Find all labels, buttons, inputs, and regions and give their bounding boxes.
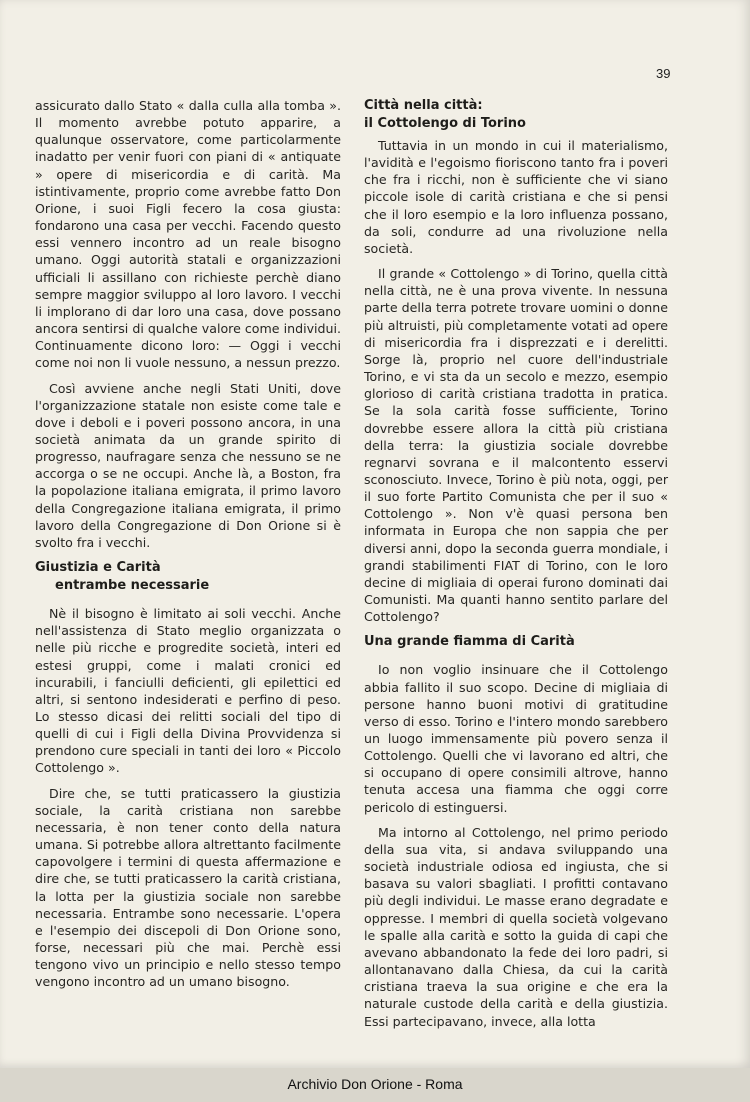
left-paragraph-3: Nè il bisogno è limitato ai soli vecchi. Anche nell'assistenza di Stato meglio organizzata o nelle più ricche e progredite società, interi ed estesi gruppi, come i malati cronici ed incurabili, i fanciulli deficienti, gli epilettici ed altri, si sentono indesiderati e perfino di peso. Lo stesso dicasi dei relitti sociali del tipo di quelli di cui i Figli della Divina Provvidenza si prendono cure speciali in tanti dei loro « Piccolo Cottolengo ». bbox=[35, 606, 341, 776]
left-paragraph-2: Così avviene anche negli Stati Uniti, dove l'organizzazione statale non esiste come tale e dove i deboli e i poveri possono ancora, in una società animata da un grande spirito di progresso, naufragare senza che nessuno se ne accorga o se ne occupi. Anche là, a Boston, fra la popolazione italiana emigrata, il primo lavoro della Congregazione italiana emigrata, il primo lavoro della Congregazione di Don Orione si è svolto fra i vecchi. bbox=[35, 380, 341, 550]
heading-line: Giustizia e Carità bbox=[35, 560, 161, 576]
right-paragraph-2: Il grande « Cottolengo » di Torino, quella città nella città, ne è una prova vivente. In nessuna parte della terra potrete trovare uomini o donne più altruisti, più completamente votati ad opere di misericordia fra i disprezzati e i derelitti. Sorge là, proprio nel cuore dell'industriale Torino, e vi sta da un secolo e mezzo, esempio glorioso di carità cristiana tradotta in pratica. Se la sola carità fosse sufficiente, Torino dovrebbe essere allora la città più cristiana della terra: la giustizia sociale dovrebbe regnarvi sovrana e il malcontento esservi sconosciuto. Invece, Torino è più nota, oggi, per il suo forte Partito Comunista che per il suo « Cottolengo ». Non v'è quasi persona ben informata in Europa che non sappia che per diversi anni, dopo la seconda guerra mondiale, i grandi stabilimenti FIAT di Torino, con le loro decine di migliaia di operai furono dominati dai Comunisti. Ma quanti hanno sentito parlare del Cottolengo? bbox=[364, 266, 668, 625]
section-heading-giustizia bbox=[35, 559, 341, 595]
section-heading-fiamma: Una grande fiamma di Carità bbox=[364, 634, 575, 650]
heading-line: Città nella città: bbox=[364, 98, 483, 113]
right-column bbox=[364, 97, 668, 1038]
left-paragraph-4: Dire che, se tutti praticassero la giustizia sociale, la carità cristiana non sarebbe necessaria, è non tener conto della natura umana. Si potrebbe allora altrettanto facilmente capovolgere i termini di questa affermazione e dire che, se tutti praticassero la carità cristiana, la lotta per la giustizia sociale non sarebbe necessaria. Entrambe sono necessarie. L'opera e l'esempio dei discepoli di Don Orione sono, forse, necessari più che mai. Perchè essi tengono vivo un principio e nello stesso tempo vengono incontro ad un umano bisogno. bbox=[35, 785, 341, 990]
left-paragraph-1: assicurato dallo Stato « dalla culla alla tomba ». Il momento avrebbe potuto apparire, a qualunque osservatore, come particolarmente inadatto per venir fuori con piani di « antiquate » opere di misericordia e di carità. Ma istintivamente, proprio come avrebbe fatto Don Orione, i suoi Figli fecero la cosa giusta: fondarono una casa per vecchi. Facendo questo essi vennero incontro ad un reale bisogno umano. Oggi autorità statali e organizzazioni ufficiali li assillano con richieste perchè diano sempre maggior sviluppo al loro lavoro. I vecchi li implorano di dar loro una casa, dove possano ancora sentirsi di qualche valore come individui. Continuamente dicono loro: — Oggi i vecchi come noi non li vuole nessuno, a nessun prezzo. bbox=[35, 98, 341, 371]
archive-footer: Archivio Don Orione - Roma bbox=[287, 1076, 463, 1092]
heading-line: entrambe necessarie bbox=[55, 578, 210, 594]
left-column bbox=[35, 97, 341, 999]
right-paragraph-3: Io non voglio insinuare che il Cottolengo abbia fallito il suo scopo. Decine di migliaia di persone hanno buoni motivi di gratitudine verso di esso. Torino e l'intero mondo sarebbero un luogo immensamente più povero senza il Cottolengo. Quelli che vi lavorano ed altri, che si occupano di opere consimili altrove, hanno tenuta accesa una fiamma che oggi corre pericolo di estinguersi. bbox=[364, 662, 668, 815]
right-paragraph-4: Ma intorno al Cottolengo, nel primo periodo della sua vita, si andava sviluppando una società industriale odiosa ed ingiusta, che si basava su valori sbagliati. I profitti contavano più degli individui. Le masse erano degradate e oppresse. I membri di quella società volgevano le spalle alla carità e sotto la guida di capi che avevano abbandonato la fede dei loro padri, si allontanavano dalla Chiesa, da cui la carità cristiana traeva la sua origine e che era la naturale custode della carità e della giustizia. Essi partecipavano, invece, alla lotta bbox=[364, 824, 668, 1029]
heading-line: il Cottolengo di Torino bbox=[364, 116, 526, 131]
page-number: 39 bbox=[656, 66, 671, 81]
right-paragraph-1: Tuttavia in un mondo in cui il materialismo, l'avidità e l'egoismo fioriscono tanto fra i poveri che fra i ricchi, non è sufficiente che vi siano piccole isole di carità cristiana e che si pensi che il loro esempio e la loro influenza possano, da soli, condurre ad una rivoluzione nella società. bbox=[364, 138, 668, 256]
section-heading-citta bbox=[364, 97, 668, 133]
